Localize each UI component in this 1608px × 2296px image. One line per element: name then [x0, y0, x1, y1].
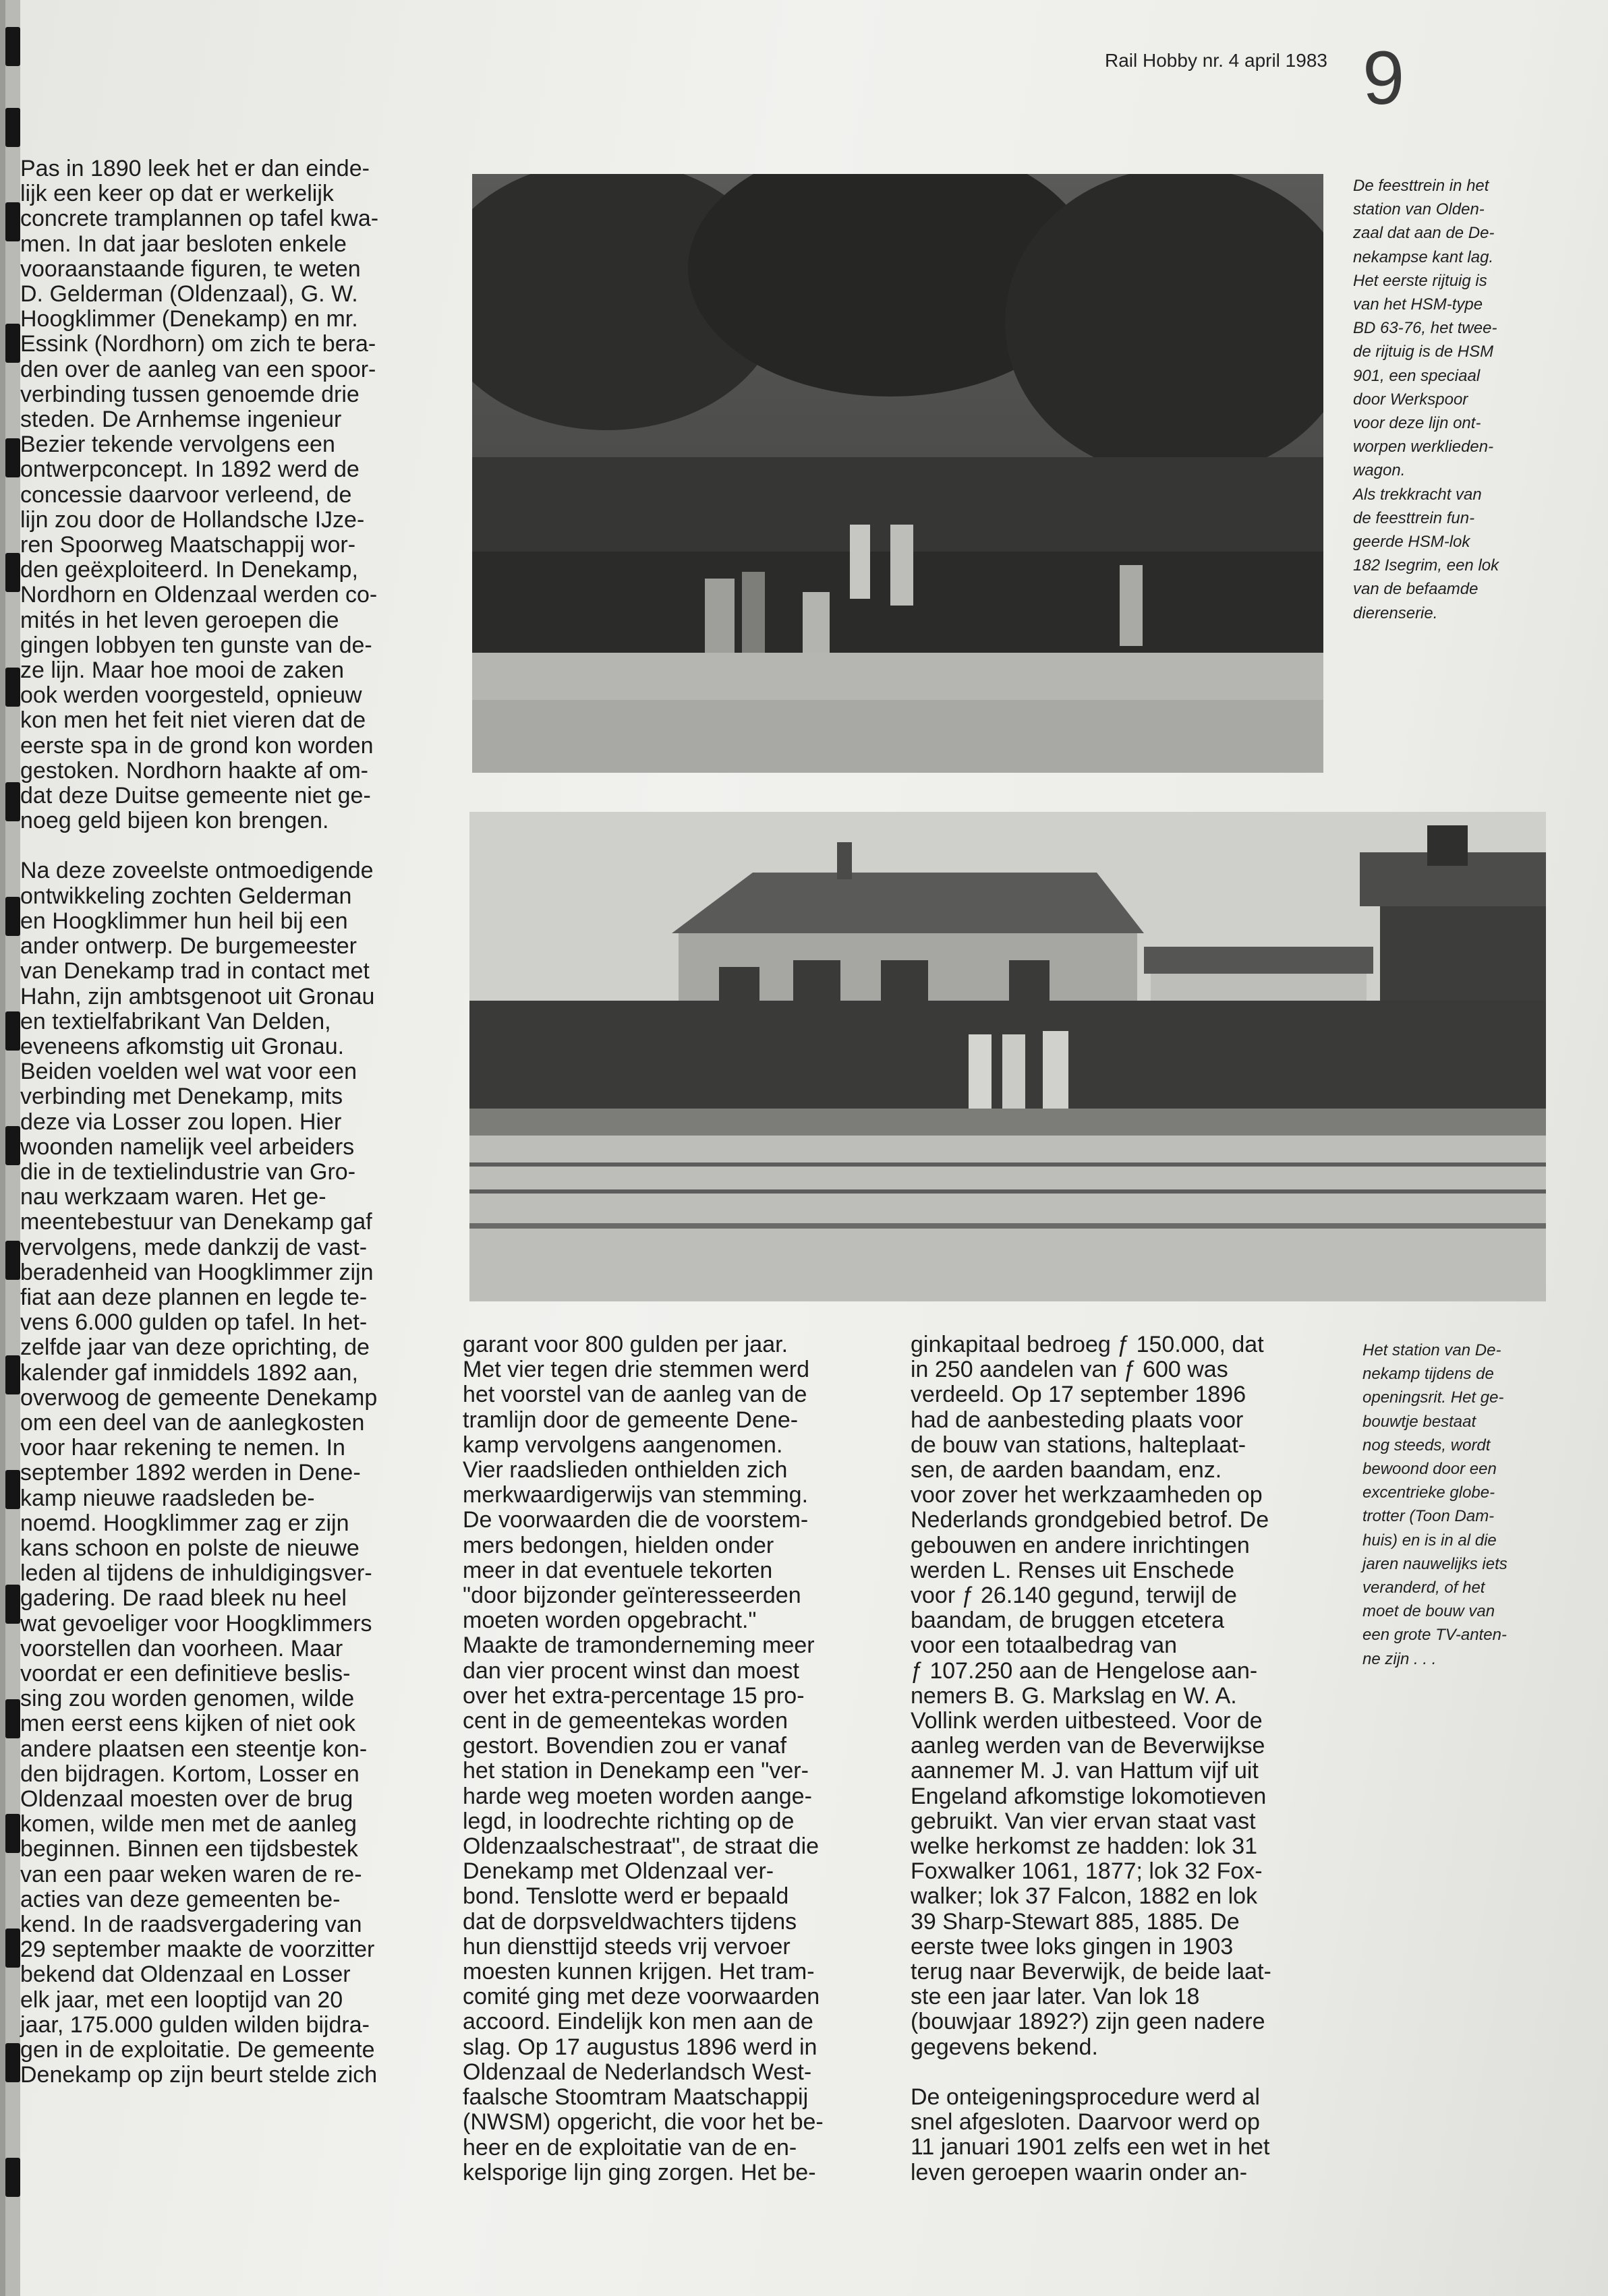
- binder-hole: [5, 1814, 20, 1853]
- binder-hole: [5, 324, 20, 363]
- binder-hole: [5, 1126, 20, 1165]
- paragraph: Pas in 1890 leek het er dan einde- lijk een keer op dat er werkelijk concrete tramplannen op tafel kwa- men. In dat jaar besloten enkele vooraanstaande figuren, te weten D. Gelderman (Oldenzaal), G. W. Hoogklimmer (Denekamp) en mr. Essink (Nordhorn) om zich te bera- den over de aanleg van een spoor- verbinding tussen genoemde drie steden. De Arnhemse ingenieur Bezier tekende vervolgens een ontwerpconcept. In 1892 werd de concessie daarvoor verleend, de lijn zou door de Hollandsche IJze- ren Spoorweg Maatschappij wor- den geëxploiteerd. In Denekamp, Nordhorn en Oldenzaal werden co- mités in het leven geroepen die gingen lobbyen ten gunste van de- ze lijn. Maar hoe mooi de zaken ook werden voorgesteld, opnieuw kon men het feit niet vieren dat de eerste spa in de grond kon worden gestoken. Nordhorn haakte af om- dat deze Duitse gemeente niet ge- noeg geld bijeen kon brengen.: [20, 156, 379, 834]
- photo-station-image: [469, 812, 1546, 1301]
- text-column-left: [20, 156, 452, 2088]
- text-column-middle: [463, 1332, 894, 2185]
- binder-hole: [5, 553, 20, 592]
- paragraph: garant voor 800 gulden per jaar. Met vier tegen drie stemmen werd het voorstel van de aanleg van de tramlijn door de gemeente Dene- kamp vervolgens aangenomen. Vier raadslieden onthielden zich merkwaardigerwijs van stemming. De voorwaarden die de voorstem- mers bedongen, hielden onder meer in dat eventuele tekorten "door bijzonder geïnteresseerden moeten worden opgebracht." Maakte de tramonderneming meer dan vier procent winst dan moest over het extra-percentage 15 pro- cent in de gemeentekas worden gestort. Bovendien zou er vanaf het station in Denekamp een "ver- harde weg moeten worden aange- legd, in loodrechte richting op de Oldenzaalschestraat", de straat die Denekamp met Oldenzaal ver- bond. Tenslotte werd er bepaald dat de dorpsveldwachters tijdens hun diensttijd steeds vrij vervoer moesten kunnen krijgen. Het tram- comité ging met deze voorwaarden accoord. Eindelijk kon men aan de slag. Op 17 augustus 1896 werd in Oldenzaal de Nederlandsch West- faalsche Stoomtram Maatschappij (NWSM) opgericht, die voor het be- heer en de exploitatie van de en- kelsporige lijn ging zorgen. Het be-: [463, 1332, 824, 2185]
- paragraph: ginkapitaal bedroeg ƒ 150.000, dat in 250 aandelen van ƒ 600 was verdeeld. Op 17 september 1896 had de aanbesteding plaats voor de bouw van stations, halteplaat- sen, de aarden baandam, enz. voor zover het werkzaamheden op Nederlands grondgebied betrof. De gebouwen en andere inrichtingen werden L. Renses uit Enschede voor ƒ 26.140 gegund, terwijl de baandam, de bruggen etcetera voor een totaalbedrag van ƒ 107.250 aan de Hengelose aan- nemers B. G. Markslag en W. A. Vollink werden uitbesteed. Voor de aanleg werden van de Beverwijkse aannemer M. J. van Hattum vijf uit Engeland afkomstige lokomotieven gebruikt. Van vier ervan staat vast welke herkomst ze hadden: lok 31 Foxwalker 1061, 1877; lok 32 Fox- walker; lok 37 Falcon, 1882 en lok 39 Sharp-Stewart 885, 1885. De eerste twee loks gingen in 1903 terug naar Beverwijk, de beide laat- ste een jaar later. Van lok 18 (bouwjaar 1892?) zijn geen nadere gegevens bekend.: [911, 1332, 1271, 2060]
- binder-hole: [5, 1470, 20, 1509]
- binder-hole: [5, 1241, 20, 1280]
- paragraph: De onteigeningsprocedure werd al snel afgesloten. Daarvoor werd op 11 januari 1901 zelfs een wet in het leven geroepen waarin onder an-: [911, 2084, 1270, 2185]
- binder-hole: [5, 1011, 20, 1051]
- photo-denekamp-station: [469, 812, 1546, 1301]
- binder-hole: [5, 438, 20, 477]
- binder-hole: [5, 1699, 20, 1738]
- caption-photo-1: De feesttrein in het station van Olden- zaal dat aan de De- nekampse kant lag. Het eerste rijtuig is van het HSM-type BD 63-76, het twee- de rijtuig is de HSM 901, een speciaal door Werkspoor voor deze lijn ont- worpen werklieden- wagon. Als trekkracht van de feesttrein fun- geerde HSM-lok 182 Isegrim, een lok van de befaamde dierenserie.: [1353, 177, 1499, 622]
- binder-hole: [5, 27, 20, 66]
- binder-hole: [5, 2158, 20, 2197]
- binder-hole: [5, 108, 20, 147]
- photo-festive-train-oldenzaal: [472, 174, 1323, 773]
- photo-crowd-image: [472, 174, 1323, 773]
- binder-hole: [5, 1929, 20, 1968]
- text-column-right: [911, 1332, 1356, 2185]
- paragraph: Na deze zoveelste ontmoedigende ontwikkeling zochten Gelderman en Hoogklimmer hun heil bij een ander ontwerp. De burgemeester van Denekamp trad in contact met Hahn, zijn ambtsgenoot uit Gronau en textielfabrikant Van Delden, eveneens afkomstig uit Gronau. Beiden voelden wel wat voor een verbinding met Denekamp, mits deze via Losser zou lopen. Hier woonden namelijk veel arbeiders die in de textielindustrie van Gro- nau werkzaam waren. Het ge- meentebestuur van Denekamp gaf vervolgens, mede dankzij de vast- beradenheid van Hoogklimmer zijn fiat aan deze plannen en legde te- vens 6.000 gulden op tafel. In het- zelfde jaar van deze oprichting, de kalender gaf inmiddels 1892 aan, overwoog de gemeente Denekamp om een deel van de aanlegkosten voor haar rekening te nemen. In september 1892 werden in Dene- kamp nieuwe raadsleden be- noemd. Hoogklimmer zag er zijn kans schoon en polste de nieuwe leden al tijdens de inhuldigingsver- gadering. De raad bleek nu heel wat gevoeliger voor Hoogklimmers voorstellen dan voorheen. Maar voordat er een definitieve beslis- sing zou worden genomen, wilde men eerst eens kijken of niet ook andere plaatsen een steentje kon- den bijdragen. Kortom, Losser en Oldenzaal moesten over de brug komen, wilde men met de aanleg beginnen. Binnen een tijdsbestek van een paar weken waren de re- acties van deze gemeenten be- kend. In de raadsvergadering van 29 september maakte de voorzitter bekend dat Oldenzaal en Losser elk jaar, met een looptijd van 20 jaar, 175.000 gulden wilden bijdra- gen in de exploitatie. De gemeente Denekamp op zijn beurt stelde zich: [20, 858, 378, 2088]
- binder-hole: [5, 897, 20, 936]
- binder-hole: [5, 2043, 20, 2082]
- caption-photo-2: Het station van De- nekamp tijdens de openingsrit. Het ge- bouwtje bestaat nog steeds, wordt bewoond door een excentrieke globe- trotter (Toon Dam- huis) en is in al die jaren nauwelijks iets veranderd, of het moet de bouw van een grote TV-anten- ne zijn . . .: [1362, 1341, 1508, 1668]
- binder-hole: [5, 782, 20, 821]
- running-title: Rail Hobby nr. 4 april 1983: [1105, 50, 1327, 71]
- binder-hole: [5, 1585, 20, 1624]
- page-number: 9: [1362, 36, 1405, 120]
- binder-hole: [5, 668, 20, 707]
- binder-hole: [5, 202, 20, 241]
- magazine-page: [20, 0, 1608, 2296]
- binder-hole: [5, 1355, 20, 1394]
